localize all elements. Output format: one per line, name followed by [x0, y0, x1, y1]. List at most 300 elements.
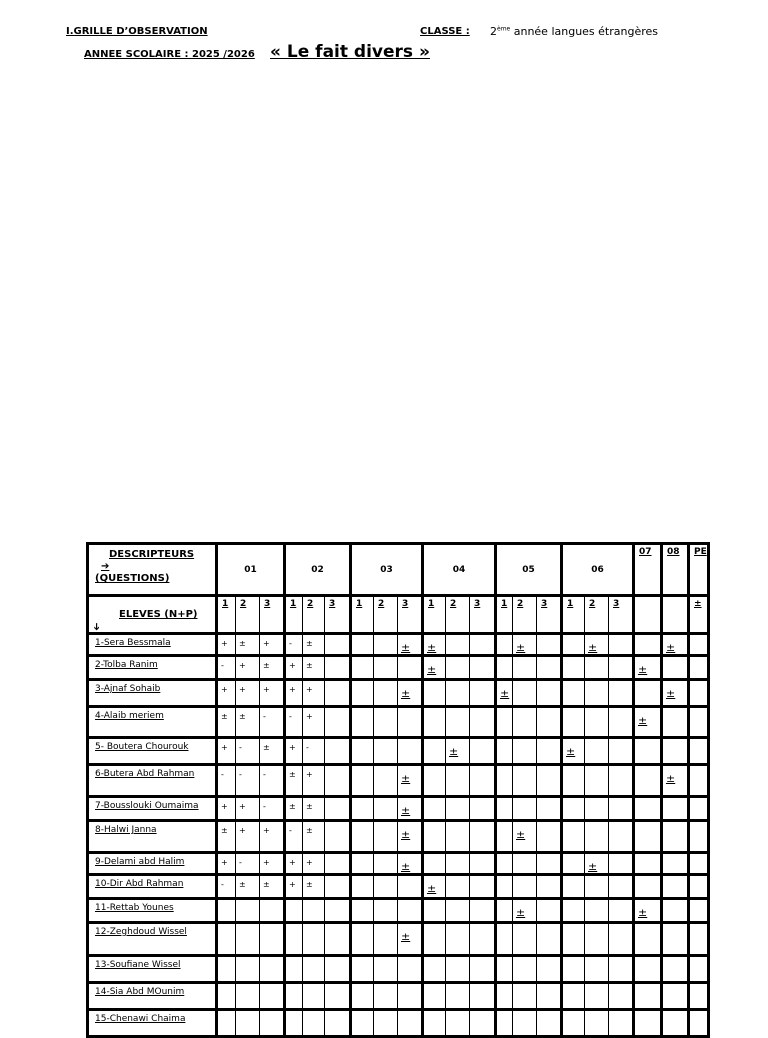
- mark-cell: [687, 681, 707, 708]
- mark-cell: [445, 984, 469, 1011]
- mark-cell: [584, 766, 608, 798]
- mark-cell: [235, 1011, 259, 1038]
- mark-cell: -: [283, 822, 302, 854]
- classe-value: [490, 25, 658, 38]
- mark-cell: +: [215, 635, 235, 657]
- mark-cell: [687, 924, 707, 957]
- group-06: 06: [560, 545, 632, 597]
- student-name: 7-Bousslouki Oumaima: [89, 798, 215, 822]
- mark-cell: [445, 635, 469, 657]
- mark-cell: ±: [512, 635, 536, 657]
- group-pe: PE: [687, 545, 707, 597]
- mark-cell: [469, 635, 494, 657]
- mark-cell: [536, 739, 560, 766]
- student-name: 12-Zeghdoud Wissel: [89, 924, 215, 957]
- mark-cell: [373, 766, 397, 798]
- mark-cell: [608, 657, 632, 681]
- mark-cell: ±: [584, 854, 608, 876]
- mark-cell: [215, 1011, 235, 1038]
- mark-cell: +: [283, 657, 302, 681]
- mark-cell: [469, 876, 494, 900]
- mark-cell: [687, 984, 707, 1011]
- mark-cell: [469, 681, 494, 708]
- sub-number-cell: 3: [469, 597, 494, 635]
- mark-cell: +: [283, 854, 302, 876]
- pe-sub-cell: ±: [687, 597, 707, 635]
- mark-cell: [469, 1011, 494, 1038]
- classe-text: année langues étrangères: [510, 25, 659, 38]
- mark-cell: [608, 854, 632, 876]
- mark-cell: ±: [215, 708, 235, 739]
- mark-cell: [512, 876, 536, 900]
- student-name: 2-Tolba Ranim: [89, 657, 215, 681]
- sub-number-cell: 2: [302, 597, 324, 635]
- mark-cell: [512, 681, 536, 708]
- mark-cell: [469, 924, 494, 957]
- mark-cell: [373, 798, 397, 822]
- mark-cell: [560, 798, 584, 822]
- mark-cell: [421, 739, 445, 766]
- mark-cell: [494, 984, 512, 1011]
- mark-cell: [215, 924, 235, 957]
- mark-cell: [421, 798, 445, 822]
- mark-cell: [608, 681, 632, 708]
- mark-cell: [259, 900, 283, 924]
- mark-cell: [373, 822, 397, 854]
- mark-cell: [584, 708, 608, 739]
- mark-cell: [421, 766, 445, 798]
- mark-cell: [324, 681, 349, 708]
- group-04: 04: [421, 545, 494, 597]
- mark-cell: [324, 876, 349, 900]
- mark-cell: [584, 984, 608, 1011]
- mark-cell: [608, 900, 632, 924]
- mark-cell: [302, 957, 324, 984]
- mark-cell: [660, 798, 687, 822]
- mark-cell: [512, 1011, 536, 1038]
- observation-grid: [86, 542, 710, 1038]
- student-name: 3-Ajnaf Sohaib: [89, 681, 215, 708]
- mark-cell: [373, 984, 397, 1011]
- mark-cell: [397, 1011, 421, 1038]
- mark-cell: ±: [302, 876, 324, 900]
- mark-cell: [608, 984, 632, 1011]
- mark-cell: [215, 900, 235, 924]
- mark-cell: [445, 1011, 469, 1038]
- mark-cell: [608, 739, 632, 766]
- mark-cell: +: [302, 766, 324, 798]
- sub-number-cell: 3: [259, 597, 283, 635]
- mark-cell: [324, 822, 349, 854]
- mark-cell: [632, 681, 660, 708]
- mark-cell: [608, 708, 632, 739]
- mark-cell: ±: [215, 822, 235, 854]
- mark-cell: [259, 984, 283, 1011]
- mark-cell: [445, 876, 469, 900]
- mark-cell: ±: [660, 766, 687, 798]
- mark-cell: [445, 708, 469, 739]
- sub-number-cell: 1: [494, 597, 512, 635]
- mark-cell: [512, 798, 536, 822]
- mark-cell: [584, 957, 608, 984]
- mark-cell: [324, 854, 349, 876]
- mark-cell: [349, 876, 373, 900]
- mark-cell: [445, 957, 469, 984]
- mark-cell: +: [302, 681, 324, 708]
- sub-number-cell: 3: [397, 597, 421, 635]
- mark-cell: [687, 657, 707, 681]
- mark-cell: [469, 657, 494, 681]
- mark-cell: ±: [283, 798, 302, 822]
- mark-cell: ±: [397, 924, 421, 957]
- sub-number-cell: 1: [421, 597, 445, 635]
- mark-cell: ±: [259, 876, 283, 900]
- mark-cell: [632, 798, 660, 822]
- mark-cell: [259, 1011, 283, 1038]
- mark-cell: [349, 766, 373, 798]
- mark-cell: ±: [584, 635, 608, 657]
- mark-cell: +: [259, 822, 283, 854]
- questions-label: (QUESTIONS): [95, 573, 170, 584]
- mark-cell: ±: [560, 739, 584, 766]
- mark-cell: [215, 957, 235, 984]
- student-name: 11-Rettab Younes: [89, 900, 215, 924]
- mark-cell: [687, 1011, 707, 1038]
- mark-cell: [687, 635, 707, 657]
- mark-cell: [660, 739, 687, 766]
- mark-cell: -: [215, 657, 235, 681]
- mark-cell: ±: [235, 876, 259, 900]
- mark-cell: ±: [283, 766, 302, 798]
- mark-cell: [536, 822, 560, 854]
- eleves-label: ELEVES (N+P): [119, 609, 198, 620]
- mark-cell: [421, 681, 445, 708]
- mark-cell: [584, 657, 608, 681]
- mark-cell: ±: [512, 822, 536, 854]
- mark-cell: -: [215, 766, 235, 798]
- group-02: 02: [283, 545, 349, 597]
- mark-cell: ±: [421, 657, 445, 681]
- mark-cell: -: [259, 708, 283, 739]
- mark-cell: [283, 924, 302, 957]
- mark-cell: [632, 766, 660, 798]
- mark-cell: [660, 876, 687, 900]
- mark-cell: [660, 900, 687, 924]
- mark-cell: [421, 900, 445, 924]
- mark-cell: [536, 635, 560, 657]
- mark-cell: [373, 739, 397, 766]
- mark-cell: +: [235, 681, 259, 708]
- mark-cell: [349, 657, 373, 681]
- mark-cell: -: [215, 876, 235, 900]
- mark-cell: [584, 739, 608, 766]
- mark-cell: [632, 924, 660, 957]
- mark-cell: [283, 984, 302, 1011]
- mark-cell: [632, 822, 660, 854]
- mark-cell: ±: [445, 739, 469, 766]
- mark-cell: [512, 924, 536, 957]
- student-name: 15-Chenawi Chaima: [89, 1011, 215, 1038]
- mark-cell: +: [215, 739, 235, 766]
- mark-cell: [660, 924, 687, 957]
- header-groups-row: [89, 545, 707, 597]
- mark-cell: [512, 984, 536, 1011]
- mark-cell: [494, 900, 512, 924]
- table-row: [89, 876, 707, 900]
- mark-cell: [494, 957, 512, 984]
- mark-cell: [687, 739, 707, 766]
- mark-cell: [494, 924, 512, 957]
- mark-cell: +: [235, 798, 259, 822]
- mark-cell: [421, 708, 445, 739]
- annee-scolaire: ANNEE SCOLAIRE : 2025 /2026: [84, 49, 255, 60]
- mark-cell: [560, 635, 584, 657]
- student-name: 6-Butera Abd Rahman: [89, 766, 215, 798]
- descripteurs-cell: [89, 545, 215, 597]
- mark-cell: [235, 984, 259, 1011]
- mark-cell: ±: [421, 876, 445, 900]
- mark-cell: [373, 657, 397, 681]
- mark-cell: [687, 876, 707, 900]
- mark-cell: [349, 635, 373, 657]
- mark-cell: ±: [397, 635, 421, 657]
- mark-cell: -: [259, 798, 283, 822]
- mark-cell: [494, 798, 512, 822]
- mark-cell: ±: [632, 708, 660, 739]
- mark-cell: [584, 876, 608, 900]
- sub-number-cell: 3: [608, 597, 632, 635]
- mark-cell: ±: [421, 635, 445, 657]
- mark-cell: [373, 924, 397, 957]
- sub-number-cell: 1: [349, 597, 373, 635]
- mark-cell: +: [283, 739, 302, 766]
- mark-cell: -: [235, 739, 259, 766]
- mark-cell: ±: [259, 739, 283, 766]
- mark-cell: [687, 822, 707, 854]
- mark-cell: [445, 822, 469, 854]
- mark-cell: [687, 957, 707, 984]
- mark-cell: [469, 739, 494, 766]
- mark-cell: [632, 984, 660, 1011]
- mark-cell: [512, 708, 536, 739]
- mark-cell: [373, 854, 397, 876]
- mark-cell: [302, 924, 324, 957]
- mark-cell: [560, 822, 584, 854]
- mark-cell: [494, 708, 512, 739]
- mark-cell: [536, 900, 560, 924]
- mark-cell: [660, 708, 687, 739]
- mark-cell: ±: [235, 708, 259, 739]
- table-row: [89, 635, 707, 657]
- mark-cell: [469, 984, 494, 1011]
- mark-cell: [421, 854, 445, 876]
- mark-cell: [349, 798, 373, 822]
- table-row: [89, 854, 707, 876]
- mark-cell: [349, 854, 373, 876]
- mark-cell: [660, 957, 687, 984]
- mark-cell: [687, 900, 707, 924]
- mark-cell: [608, 924, 632, 957]
- mark-cell: [632, 854, 660, 876]
- sub-number-cell: 3: [536, 597, 560, 635]
- sub-number-cell: 2: [235, 597, 259, 635]
- mark-cell: ±: [632, 900, 660, 924]
- mark-cell: [397, 876, 421, 900]
- mark-cell: [560, 900, 584, 924]
- mark-cell: [536, 1011, 560, 1038]
- mark-cell: ±: [302, 822, 324, 854]
- mark-cell: [421, 984, 445, 1011]
- mark-cell: [349, 822, 373, 854]
- group-08: 08: [660, 545, 687, 597]
- mark-cell: [632, 957, 660, 984]
- mark-cell: [373, 1011, 397, 1038]
- grille-title: I.GRILLE D’OBSERVATION: [66, 26, 208, 37]
- mark-cell: [687, 708, 707, 739]
- mark-cell: [421, 924, 445, 957]
- mark-cell: [421, 957, 445, 984]
- mark-cell: [560, 1011, 584, 1038]
- mark-cell: -: [283, 635, 302, 657]
- mark-cell: [302, 1011, 324, 1038]
- mark-cell: [349, 957, 373, 984]
- mark-cell: +: [235, 822, 259, 854]
- mark-cell: [632, 635, 660, 657]
- mark-cell: -: [302, 739, 324, 766]
- mark-cell: [494, 1011, 512, 1038]
- mark-cell: ±: [397, 766, 421, 798]
- mark-cell: [324, 924, 349, 957]
- mark-cell: [283, 1011, 302, 1038]
- mark-cell: ±: [512, 900, 536, 924]
- mark-cell: [687, 766, 707, 798]
- mark-cell: [608, 876, 632, 900]
- mark-cell: [536, 924, 560, 957]
- mark-cell: [560, 708, 584, 739]
- student-name: 8-Halwi Janna: [89, 822, 215, 854]
- mark-cell: [324, 739, 349, 766]
- mark-cell: [512, 854, 536, 876]
- mark-cell: [324, 766, 349, 798]
- sub-number-cell: 1: [560, 597, 584, 635]
- mark-cell: [469, 708, 494, 739]
- mark-cell: [397, 984, 421, 1011]
- mark-cell: ±: [302, 635, 324, 657]
- group-07: 07: [632, 545, 660, 597]
- mark-cell: [584, 900, 608, 924]
- mark-cell: [469, 900, 494, 924]
- mark-cell: [373, 900, 397, 924]
- mark-cell: [397, 657, 421, 681]
- mark-cell: [373, 635, 397, 657]
- empty-sub-cell: [632, 597, 660, 635]
- mark-cell: ±: [660, 635, 687, 657]
- mark-cell: [397, 708, 421, 739]
- group-05: 05: [494, 545, 560, 597]
- mark-cell: [445, 924, 469, 957]
- mark-cell: ±: [302, 657, 324, 681]
- mark-cell: [373, 708, 397, 739]
- mark-cell: [536, 657, 560, 681]
- mark-cell: [584, 1011, 608, 1038]
- sub-number-cell: 1: [283, 597, 302, 635]
- mark-cell: [469, 766, 494, 798]
- mark-cell: +: [235, 657, 259, 681]
- mark-cell: [512, 657, 536, 681]
- sub-number-cell: 2: [512, 597, 536, 635]
- mark-cell: [560, 984, 584, 1011]
- arrow-down-icon: ➔: [90, 622, 102, 631]
- mark-cell: [445, 766, 469, 798]
- mark-cell: [235, 957, 259, 984]
- mark-cell: [512, 739, 536, 766]
- mark-cell: [445, 900, 469, 924]
- mark-cell: [608, 957, 632, 984]
- mark-cell: [536, 876, 560, 900]
- mark-cell: [373, 957, 397, 984]
- mark-cell: [469, 957, 494, 984]
- mark-cell: [302, 900, 324, 924]
- student-name: 13-Soufiane Wissel: [89, 957, 215, 984]
- mark-cell: [512, 957, 536, 984]
- mark-cell: [494, 854, 512, 876]
- mark-cell: [469, 798, 494, 822]
- mark-cell: [660, 1011, 687, 1038]
- table-row: [89, 681, 707, 708]
- classe-label: CLASSE :: [420, 26, 470, 37]
- mark-cell: [560, 766, 584, 798]
- student-name: 10-Dir Abd Rahman: [89, 876, 215, 900]
- mark-cell: [397, 957, 421, 984]
- group-03: 03: [349, 545, 421, 597]
- table-row: [89, 766, 707, 798]
- mark-cell: [584, 681, 608, 708]
- mark-cell: [536, 957, 560, 984]
- mark-cell: [536, 984, 560, 1011]
- table-row: [89, 822, 707, 854]
- mark-cell: [283, 900, 302, 924]
- mark-cell: [259, 924, 283, 957]
- mark-cell: +: [215, 854, 235, 876]
- mark-cell: ±: [632, 657, 660, 681]
- mark-cell: -: [259, 766, 283, 798]
- mark-cell: +: [215, 681, 235, 708]
- mark-cell: [421, 822, 445, 854]
- mark-cell: [560, 957, 584, 984]
- mark-cell: [324, 708, 349, 739]
- descripteurs-label: DESCRIPTEURS: [109, 549, 195, 560]
- mark-cell: -: [235, 766, 259, 798]
- classe-superscript: ème: [497, 25, 511, 33]
- mark-cell: [494, 657, 512, 681]
- mark-cell: [660, 822, 687, 854]
- mark-cell: [512, 766, 536, 798]
- table-row: [89, 708, 707, 739]
- mark-cell: [632, 739, 660, 766]
- student-name: 5- Boutera Chourouk: [89, 739, 215, 766]
- mark-cell: [687, 854, 707, 876]
- mark-cell: [584, 798, 608, 822]
- mark-cell: [324, 635, 349, 657]
- mark-cell: [660, 657, 687, 681]
- mark-cell: [349, 900, 373, 924]
- mark-cell: [215, 984, 235, 1011]
- mark-cell: [324, 957, 349, 984]
- mark-cell: [469, 822, 494, 854]
- mark-cell: [324, 657, 349, 681]
- mark-cell: [397, 900, 421, 924]
- mark-cell: [536, 766, 560, 798]
